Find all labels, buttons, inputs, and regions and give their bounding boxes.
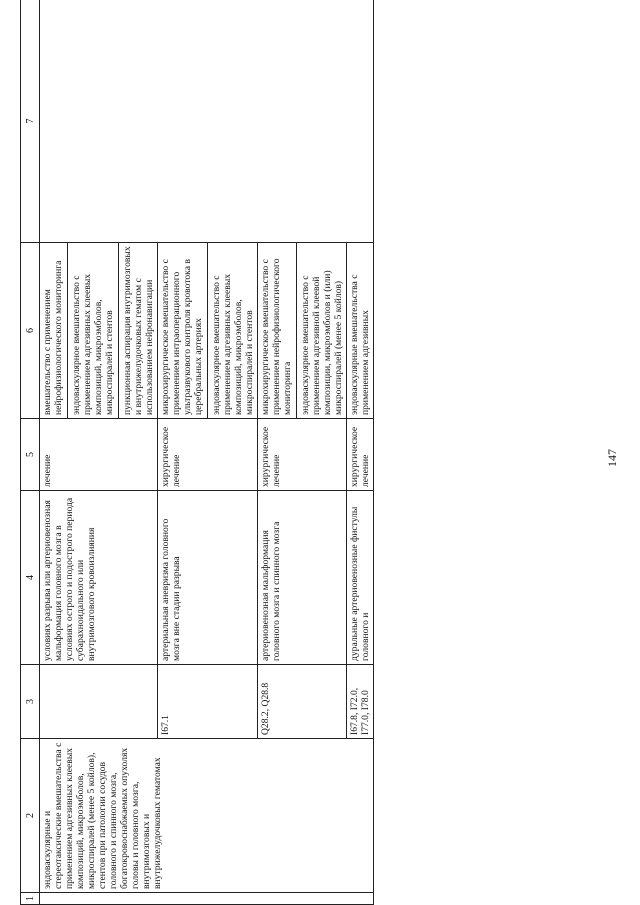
methods-cell [347, 243, 374, 419]
code-cell: I67.1 [158, 665, 258, 739]
model-cell: условиях разрыва или артериовенозная мальформация головного мозга в условиях острого и подострого периода субарахноидального или внутримозгового кровоизлияния [40, 491, 158, 665]
method-item: эндоваскулярное вмешательство с применением адгезивной клеевой композиции, микроэмболов и (или) микроспиралей (менее 5 койлов) [296, 243, 344, 418]
header-col-5: 5 [21, 419, 40, 491]
model-cell: артериальная аневризма головного мозга вне стадии разрыва [158, 491, 258, 665]
header-col-1: 1 [21, 893, 40, 905]
code-cell [40, 665, 158, 739]
treatment-cell: хирургическое лечение [158, 419, 258, 491]
treatment-cell: лечение [40, 419, 158, 491]
model-cell: артериовенозная мальформация головного мозга и спинного мозга [258, 491, 347, 665]
method-item: микрохирургическое вмешательство с применением интраоперационного ультразвукового контроля кровотока в церебральных артериях [160, 259, 204, 415]
method-item: микрохирургическое вмешательство с применением нейрофизиологического мониторинга [260, 258, 293, 415]
method-item: эндоваскулярное вмешательство с применением адгезивных клеевых композиций, микроэмболов, микроспиралей и стентов [207, 243, 255, 418]
treatment-cell: хирургическое лечение [347, 419, 374, 491]
procedures-table [20, 0, 374, 905]
header-col-3: 3 [21, 665, 40, 739]
method-item: вмешательство с применением нейрофизиологического мониторинга [42, 260, 64, 415]
header-col-6: 6 [21, 243, 40, 419]
code-cell: I67.8, I72.0, I77.0, I78.0 [347, 665, 374, 739]
method-item: эндоваскулярное вмешательство с применением адгезивных клеевых композиций, микроэмболов, микроспиралей и стентов [67, 243, 115, 418]
treatment-cell: хирургическое лечение [258, 419, 347, 491]
header-col-4: 4 [21, 491, 40, 665]
page-number: 147 [605, 449, 619, 467]
method-item: эндоваскулярные вмешательства с применением адгезивных [349, 274, 371, 415]
header-col-2: 2 [21, 739, 40, 893]
row-number-cell [40, 893, 374, 905]
methods-cell [40, 243, 158, 419]
methods-cell [158, 243, 258, 419]
header-col-7: 7 [21, 0, 40, 243]
method-item: пункционная аспирация внутримозговых и внутрижелудочковых гематом с использованием нейронавигации [118, 243, 155, 418]
code-cell: Q28.2, Q28.8 [258, 665, 347, 739]
method-name-cell: эндоваскулярные и стереотаксические вмешательства с применением адгезивных клеевых композиций, микроэмболов, микроспиралей (менее 5 койлов), стентов при патологии сосудов головного и спинного мозга, богатокровоснабжаемых опухолях головы и головного мозга, внутримозговых и внутрижелудочковых гематомах [40, 739, 374, 893]
header-row [21, 0, 40, 905]
methods-cell [258, 243, 347, 419]
model-cell: дуральные артериовенозные фистулы головного и [347, 491, 374, 665]
norm-cell [40, 0, 374, 243]
table-row [40, 0, 158, 905]
